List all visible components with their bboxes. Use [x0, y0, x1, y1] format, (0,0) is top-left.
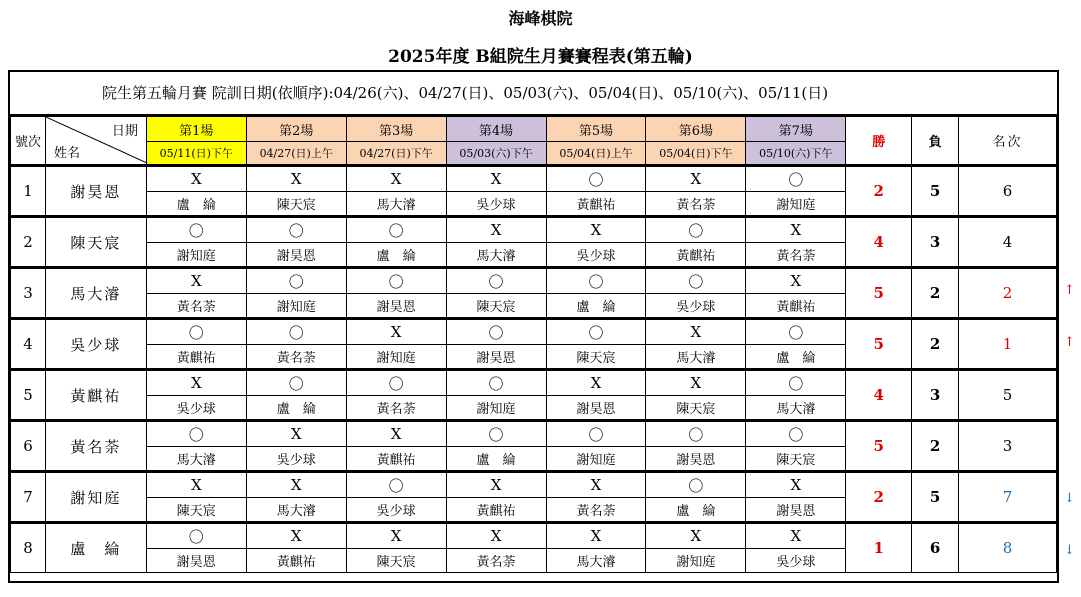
match-opponent: 吳少球 [646, 294, 746, 319]
match-result: X [746, 217, 846, 243]
match-result: 〇 [646, 268, 746, 294]
match-opponent: 吳少球 [246, 447, 346, 472]
match-opponent: 陳天宸 [746, 447, 846, 472]
round-header-2: 第2場 [246, 117, 346, 142]
match-result: X [346, 523, 446, 549]
match-opponent: 盧 綸 [446, 447, 546, 472]
match-result: X [346, 166, 446, 192]
match-opponent: 黃名荼 [146, 294, 246, 319]
match-opponent: 謝昊恩 [146, 549, 246, 573]
player-row [11, 523, 1057, 549]
round-header-1: 第1場 [146, 117, 246, 142]
match-opponent: 盧 綸 [346, 243, 446, 268]
match-result: 〇 [546, 319, 646, 345]
match-opponent: 謝知庭 [746, 192, 846, 217]
match-opponent: 謝知庭 [646, 549, 746, 573]
match-opponent: 黃麒祐 [746, 294, 846, 319]
round-header-6: 第6場 [646, 117, 746, 142]
match-result: X [446, 472, 546, 498]
match-result: X [146, 166, 246, 192]
match-result: X [546, 523, 646, 549]
player-row [11, 268, 1057, 294]
match-result: 〇 [746, 166, 846, 192]
match-opponent: 馬大濬 [446, 243, 546, 268]
rank-value: 4 [959, 217, 1057, 268]
round-date-4: 05/03(六)下午 [446, 142, 546, 166]
match-opponent: 盧 綸 [746, 345, 846, 370]
match-result: 〇 [446, 268, 546, 294]
match-result: X [246, 523, 346, 549]
round-header-4: 第4場 [446, 117, 546, 142]
match-result: 〇 [246, 319, 346, 345]
loss-count: 3 [912, 217, 959, 268]
match-opponent: 馬大濬 [646, 345, 746, 370]
match-result: 〇 [546, 421, 646, 447]
match-result: 〇 [146, 319, 246, 345]
match-opponent: 黃名荼 [546, 498, 646, 523]
match-opponent: 謝昊恩 [746, 498, 846, 523]
match-opponent: 謝知庭 [446, 396, 546, 421]
match-opponent: 陳天宸 [146, 498, 246, 523]
match-result: 〇 [546, 166, 646, 192]
loss-count: 6 [912, 523, 959, 573]
rank-value: 2 [959, 268, 1057, 319]
match-result: X [446, 166, 546, 192]
win-count: 1 [846, 523, 912, 573]
match-opponent: 陳天宸 [546, 345, 646, 370]
match-opponent: 陳天宸 [446, 294, 546, 319]
win-count: 2 [846, 166, 912, 217]
match-opponent: 謝知庭 [246, 294, 346, 319]
match-opponent: 陳天宸 [346, 549, 446, 573]
match-opponent: 黃麒祐 [246, 549, 346, 573]
win-count: 5 [846, 421, 912, 472]
page-title: 2025年度 B組院生月賽賽程表(第五輪) [388, 47, 693, 67]
schedule-table-frame [8, 70, 1059, 583]
rank-change-arrow: ↑ [1064, 335, 1075, 350]
match-opponent: 陳天宸 [646, 396, 746, 421]
rank-change-arrow: ↓ [1064, 491, 1075, 506]
loss-count: 2 [912, 319, 959, 370]
player-number: 2 [11, 217, 46, 268]
player-row [11, 166, 1057, 192]
match-result: X [146, 370, 246, 396]
match-result: X [546, 370, 646, 396]
player-number: 1 [11, 166, 46, 217]
match-result: X [246, 166, 346, 192]
match-result: X [146, 268, 246, 294]
match-result: X [246, 472, 346, 498]
match-result: X [446, 523, 546, 549]
header-loss: 負 [912, 117, 959, 166]
round-header-3: 第3場 [346, 117, 446, 142]
match-result: X [646, 370, 746, 396]
match-opponent: 謝昊恩 [646, 447, 746, 472]
match-opponent: 謝昊恩 [246, 243, 346, 268]
player-row [11, 370, 1057, 396]
header-win: 勝 [846, 117, 912, 166]
rank-value: 6 [959, 166, 1057, 217]
loss-count: 2 [912, 421, 959, 472]
rank-change-arrow: ↑ [1064, 283, 1075, 298]
player-row [11, 217, 1057, 243]
match-opponent: 盧 綸 [546, 294, 646, 319]
win-count: 2 [846, 472, 912, 523]
match-opponent: 盧 綸 [246, 396, 346, 421]
match-result: X [346, 319, 446, 345]
round-date-3: 04/27(日)下午 [346, 142, 446, 166]
match-opponent: 馬大濬 [146, 447, 246, 472]
match-opponent: 黃麒祐 [146, 345, 246, 370]
player-name: 黃麒祐 [45, 370, 146, 421]
rank-value: 7 [959, 472, 1057, 523]
training-dates-banner: 院生第五輪月賽 院訓日期(依順序):04/26(六)、04/27(日)、05/03(六)、05/04(日)、05/10(六)、05/11(日) [10, 72, 1057, 116]
match-opponent: 吳少球 [346, 498, 446, 523]
match-opponent: 謝昊恩 [446, 345, 546, 370]
player-name: 盧 綸 [45, 523, 146, 573]
rank-value: 3 [959, 421, 1057, 472]
match-result: X [346, 421, 446, 447]
match-result: 〇 [346, 370, 446, 396]
loss-count: 5 [912, 166, 959, 217]
match-opponent: 馬大濬 [246, 498, 346, 523]
match-opponent: 黃麒祐 [346, 447, 446, 472]
match-opponent: 吳少球 [746, 549, 846, 573]
match-result: X [446, 217, 546, 243]
round-header-5: 第5場 [546, 117, 646, 142]
match-result: 〇 [746, 370, 846, 396]
header-date-label: 日期 [111, 124, 138, 139]
round-date-1: 05/11(日)下午 [146, 142, 246, 166]
match-result: X [246, 421, 346, 447]
match-result: X [746, 472, 846, 498]
player-number: 4 [11, 319, 46, 370]
match-opponent: 馬大濬 [346, 192, 446, 217]
match-opponent: 謝知庭 [146, 243, 246, 268]
header-row-rounds [11, 117, 1057, 142]
match-result: 〇 [646, 217, 746, 243]
match-result: 〇 [346, 217, 446, 243]
match-result: X [746, 523, 846, 549]
match-result: 〇 [646, 421, 746, 447]
match-result: 〇 [746, 319, 846, 345]
match-opponent: 謝知庭 [546, 447, 646, 472]
match-result: 〇 [346, 472, 446, 498]
match-opponent: 黃麒祐 [646, 243, 746, 268]
match-opponent: 黃麒祐 [446, 498, 546, 523]
match-result: X [546, 472, 646, 498]
match-opponent: 黃名荼 [446, 549, 546, 573]
match-result: X [546, 217, 646, 243]
match-result: X [646, 319, 746, 345]
player-name: 黃名荼 [45, 421, 146, 472]
player-name: 謝昊恩 [45, 166, 146, 217]
match-result: 〇 [246, 268, 346, 294]
round-date-7: 05/10(六)下午 [746, 142, 846, 166]
match-opponent: 黃名荼 [246, 345, 346, 370]
loss-count: 5 [912, 472, 959, 523]
player-name: 馬大濬 [45, 268, 146, 319]
rank-value: 1 [959, 319, 1057, 370]
win-count: 5 [846, 268, 912, 319]
match-opponent: 馬大濬 [546, 549, 646, 573]
loss-count: 3 [912, 370, 959, 421]
loss-count: 2 [912, 268, 959, 319]
match-opponent: 謝昊恩 [546, 396, 646, 421]
match-opponent: 黃名荼 [346, 396, 446, 421]
win-count: 5 [846, 319, 912, 370]
player-name: 陳天宸 [45, 217, 146, 268]
player-name: 謝知庭 [45, 472, 146, 523]
match-result: X [646, 523, 746, 549]
player-number: 6 [11, 421, 46, 472]
match-opponent: 謝昊恩 [346, 294, 446, 319]
match-result: 〇 [446, 421, 546, 447]
rank-value: 5 [959, 370, 1057, 421]
match-result: 〇 [746, 421, 846, 447]
round-header-7: 第7場 [746, 117, 846, 142]
player-row [11, 319, 1057, 345]
match-result: X [746, 268, 846, 294]
header-rank: 名次 [959, 117, 1057, 166]
win-count: 4 [846, 370, 912, 421]
match-result: 〇 [246, 217, 346, 243]
match-result: 〇 [146, 421, 246, 447]
match-result: 〇 [446, 370, 546, 396]
match-opponent: 陳天宸 [246, 192, 346, 217]
player-number: 8 [11, 523, 46, 573]
player-row [11, 472, 1057, 498]
header-no: 號次 [11, 117, 46, 166]
match-result: 〇 [146, 523, 246, 549]
match-result: 〇 [246, 370, 346, 396]
header-name-label: 姓名 [53, 146, 80, 161]
player-number: 7 [11, 472, 46, 523]
player-name: 吳少球 [45, 319, 146, 370]
player-number: 5 [11, 370, 46, 421]
match-result: 〇 [546, 268, 646, 294]
match-opponent: 吳少球 [446, 192, 546, 217]
round-date-2: 04/27(日)上午 [246, 142, 346, 166]
match-opponent: 黃名荼 [746, 243, 846, 268]
match-result: 〇 [146, 217, 246, 243]
match-result: X [146, 472, 246, 498]
match-opponent: 黃麒祐 [546, 192, 646, 217]
schedule-table [10, 116, 1057, 573]
match-opponent: 謝知庭 [346, 345, 446, 370]
match-result: X [646, 166, 746, 192]
header-date-name-diagonal [45, 117, 146, 166]
round-date-5: 05/04(日)上午 [546, 142, 646, 166]
round-date-6: 05/04(日)下午 [646, 142, 746, 166]
match-result: 〇 [346, 268, 446, 294]
match-result: 〇 [446, 319, 546, 345]
rank-value: 8 [959, 523, 1057, 573]
match-opponent: 吳少球 [546, 243, 646, 268]
match-opponent: 盧 綸 [646, 498, 746, 523]
match-opponent: 盧 綸 [146, 192, 246, 217]
rank-change-arrow: ↓ [1064, 543, 1075, 558]
match-result: 〇 [646, 472, 746, 498]
player-row [11, 421, 1057, 447]
org-title: 海峰棋院 [508, 9, 573, 28]
player-number: 3 [11, 268, 46, 319]
win-count: 4 [846, 217, 912, 268]
match-opponent: 黃名荼 [646, 192, 746, 217]
match-opponent: 馬大濬 [746, 396, 846, 421]
match-opponent: 吳少球 [146, 396, 246, 421]
